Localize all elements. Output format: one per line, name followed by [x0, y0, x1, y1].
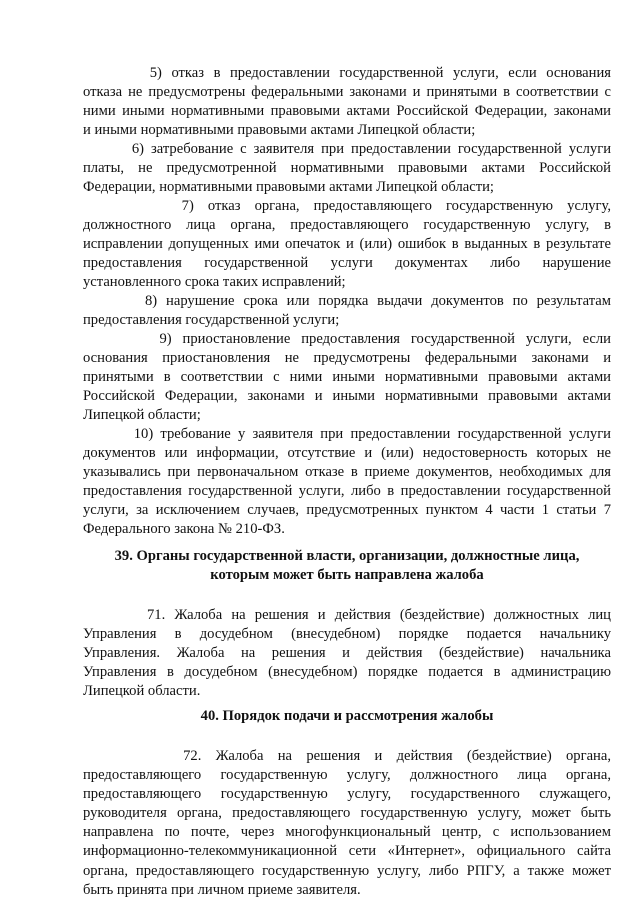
text-line: предоставления государственной услуги, либо в предоставлении государственной [83, 483, 611, 500]
text-line: предоставления государственной услуги документах либо нарушение [83, 255, 611, 272]
heading-line: 39. Органы государственной власти, организации, должностные лица, [114, 548, 580, 564]
section-heading-39 [83, 547, 611, 585]
text-line: документов или информации, отсутствие и (или) недостоверность которых не [83, 445, 611, 462]
section-heading-40 [83, 707, 611, 726]
heading-line: которым может быть направлена жалоба [210, 567, 484, 584]
text-line: платы, не предусмотренной нормативными правовыми актами Российской [83, 160, 611, 177]
text-line: информационно-телекоммуникационной сети «Интернет», официального сайта [83, 843, 611, 860]
text-line: Управления. Жалоба на решения и действия (бездействие) начальника [83, 645, 611, 662]
text-line: основания приостановления не предусмотрены федеральными законами и [83, 350, 611, 367]
text-line: Управления в досудебном (внесудебном) порядке подается в администрацию [83, 664, 611, 681]
text-line: быть принята при личном приеме заявителя. [83, 881, 361, 898]
text-line: 6) затребование с заявителя при предоставлении государственной услуги [83, 141, 611, 157]
text-line: Управления в досудебном (внесудебном) порядке подается начальнику [83, 626, 611, 643]
text-line: Федерации, нормативными правовыми актами Липецкой области; [83, 179, 494, 196]
text-line: предоставления государственной услуги; [83, 312, 340, 329]
text-line: предоставляющего государственную услугу, государственного служащего, [83, 786, 611, 803]
text-line: 8) нарушение срока или порядка выдачи документов по результатам [83, 293, 611, 309]
list-item [83, 140, 611, 197]
text-line: 7) отказ органа, предоставляющего государственную услугу, [83, 198, 611, 214]
text-line: органа, предоставляющего государственную услугу, либо РПГУ, а также может [83, 862, 611, 879]
list-item [83, 292, 611, 330]
text-line: Липецкой области. [83, 683, 201, 700]
text-line: исправлении допущенных ими опечаток и (или) ошибок в выданных в результате [83, 236, 611, 253]
paragraph-71 [83, 606, 611, 701]
text-line: 9) приостановление предоставления государственной услуги, если [83, 331, 611, 347]
text-line: принятыми в соответствии с ними иными нормативными правовыми актами [83, 369, 611, 386]
list-item [83, 197, 611, 292]
text-line: и иными нормативными правовыми актами Липецкой области; [83, 122, 476, 139]
text-line: Федерального закона № 210-ФЗ. [83, 521, 285, 538]
text-line: предоставляющего государственную услугу, должностного лица органа, [83, 767, 611, 784]
text-line: руководителя органа, предоставляющего государственную услугу, может быть [83, 805, 611, 822]
text-line: 72. Жалоба на решения и действия (бездействие) органа, [83, 748, 611, 764]
text-line: 5) отказ в предоставлении государственной услуги, если основания [83, 65, 611, 81]
list-item [83, 64, 611, 140]
list-item [83, 425, 611, 540]
paragraph-72 [83, 747, 611, 900]
heading-line: 40. Порядок подачи и рассмотрения жалобы [200, 708, 494, 724]
text-line: указывались при первоначальном отказе в приеме документов, необходимых для [83, 464, 611, 481]
text-line: ними иными нормативными правовыми актами Российской Федерации, законами [83, 103, 611, 120]
text-line: отказа не предусмотрены федеральными законами и принятыми в соответствии с [83, 84, 611, 101]
text-line: Российской Федерации, законами и иными нормативными правовыми актами [83, 388, 611, 405]
text-line: должностного лица органа, предоставляющего государственную услугу, в [83, 217, 611, 234]
list-item [83, 330, 611, 425]
text-line: 10) требование у заявителя при предоставлении государственной услуги [83, 426, 611, 442]
text-line: направлена по почте, через многофункциональный центр, с использованием [83, 824, 611, 841]
text-line: 71. Жалоба на решения и действия (бездействие) должностных лиц [83, 607, 611, 623]
text-line: Липецкой области; [83, 407, 201, 424]
text-line: установленного срока таких исправлений; [83, 274, 346, 291]
text-line: услуги, за исключением случаев, предусмотренных пунктом 4 части 1 статьи 7 [83, 502, 611, 519]
